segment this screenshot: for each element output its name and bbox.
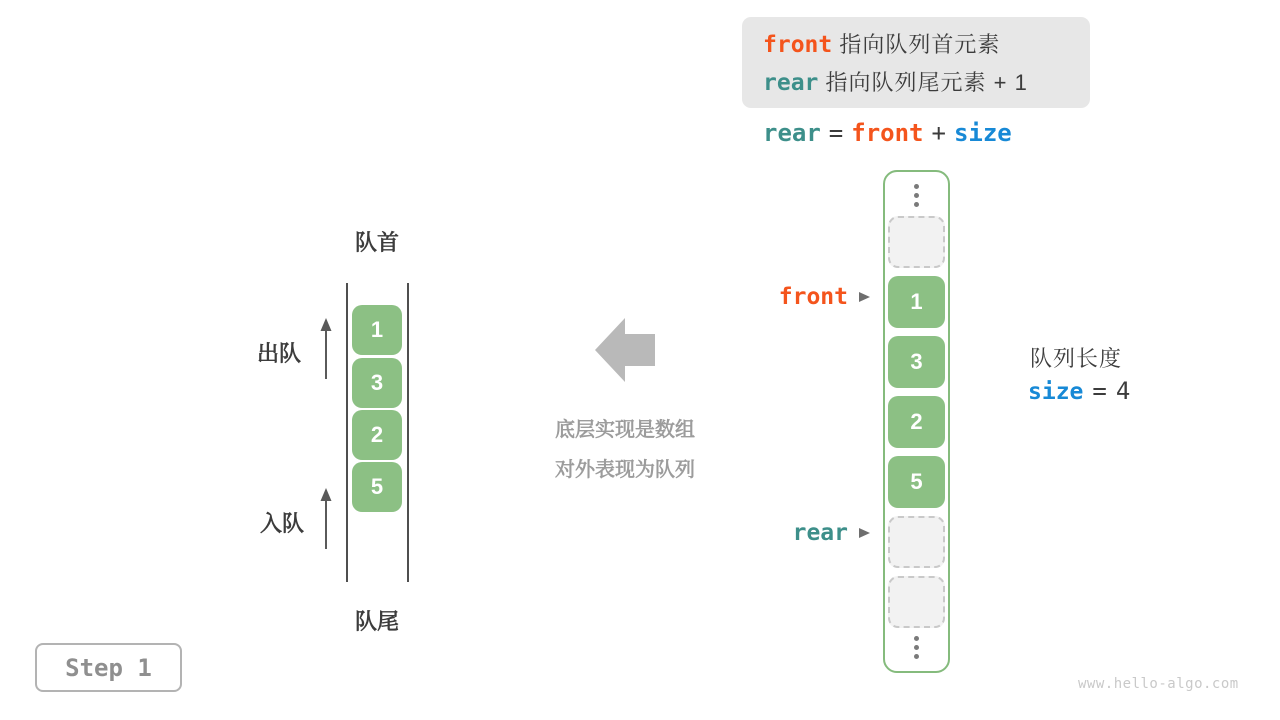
queue-length-value	[1028, 377, 1130, 405]
equation-rear: rear	[763, 119, 821, 147]
enqueue-label: 入队	[260, 511, 305, 536]
array-cell: 1	[888, 276, 945, 328]
left-block-arrow-icon	[595, 318, 655, 382]
array-cell: 2	[888, 396, 945, 448]
array-cell-empty	[888, 576, 945, 628]
legend-front-line	[763, 26, 1090, 64]
queue-head-label: 队首	[354, 230, 399, 255]
watermark: www.hello-algo.com	[1078, 676, 1239, 692]
queue-cell: 5	[352, 462, 402, 512]
size-keyword: size	[1028, 379, 1084, 405]
array-container	[883, 170, 950, 673]
size-equals: =	[1092, 377, 1107, 405]
legend-rear-text: 指向队列尾元素 + 1	[825, 70, 1028, 95]
queue-cell: 1	[352, 305, 402, 355]
step-badge: Step 1	[35, 643, 182, 692]
dequeue-label: 出队	[257, 341, 302, 366]
rear-pointer-label: rear	[792, 520, 848, 546]
ellipsis-dots-bottom-icon	[914, 636, 919, 660]
legend-front-text: 指向队列首元素	[839, 32, 1001, 57]
array-cell-empty	[888, 516, 945, 568]
pointer-legend-box	[742, 17, 1090, 108]
front-pointer	[779, 284, 870, 310]
legend-rear-line	[763, 64, 1090, 102]
queue-wall-left	[346, 283, 348, 582]
array-cell-empty	[888, 216, 945, 268]
array-cell: 5	[888, 456, 945, 508]
middle-caption-line1: 底层实现是数组	[555, 419, 695, 441]
queue-length-label: 队列长度	[1030, 346, 1123, 371]
rear-keyword: rear	[763, 70, 819, 96]
equation-front: front	[851, 119, 924, 147]
pointer-triangle-icon	[859, 528, 870, 538]
equation-size: size	[953, 119, 1012, 147]
front-pointer-label: front	[778, 284, 848, 310]
queue-cell: 2	[352, 410, 402, 460]
pointer-triangle-icon	[859, 292, 870, 302]
rear-equation	[763, 119, 1012, 147]
equation-equals: =	[828, 119, 844, 147]
dequeue-arrow-icon	[319, 318, 333, 380]
queue-cell: 3	[352, 358, 402, 408]
equation-plus: +	[931, 119, 946, 147]
enqueue-arrow-icon	[319, 488, 333, 550]
array-cell: 3	[888, 336, 945, 388]
queue-wall-right	[407, 283, 409, 582]
rear-pointer	[793, 520, 870, 546]
size-number: 4	[1115, 377, 1131, 405]
front-keyword: front	[763, 32, 833, 58]
queue-tail-label: 队尾	[354, 609, 399, 634]
middle-caption-line2: 对外表现为队列	[555, 459, 695, 481]
ellipsis-dots-top-icon	[914, 184, 919, 208]
